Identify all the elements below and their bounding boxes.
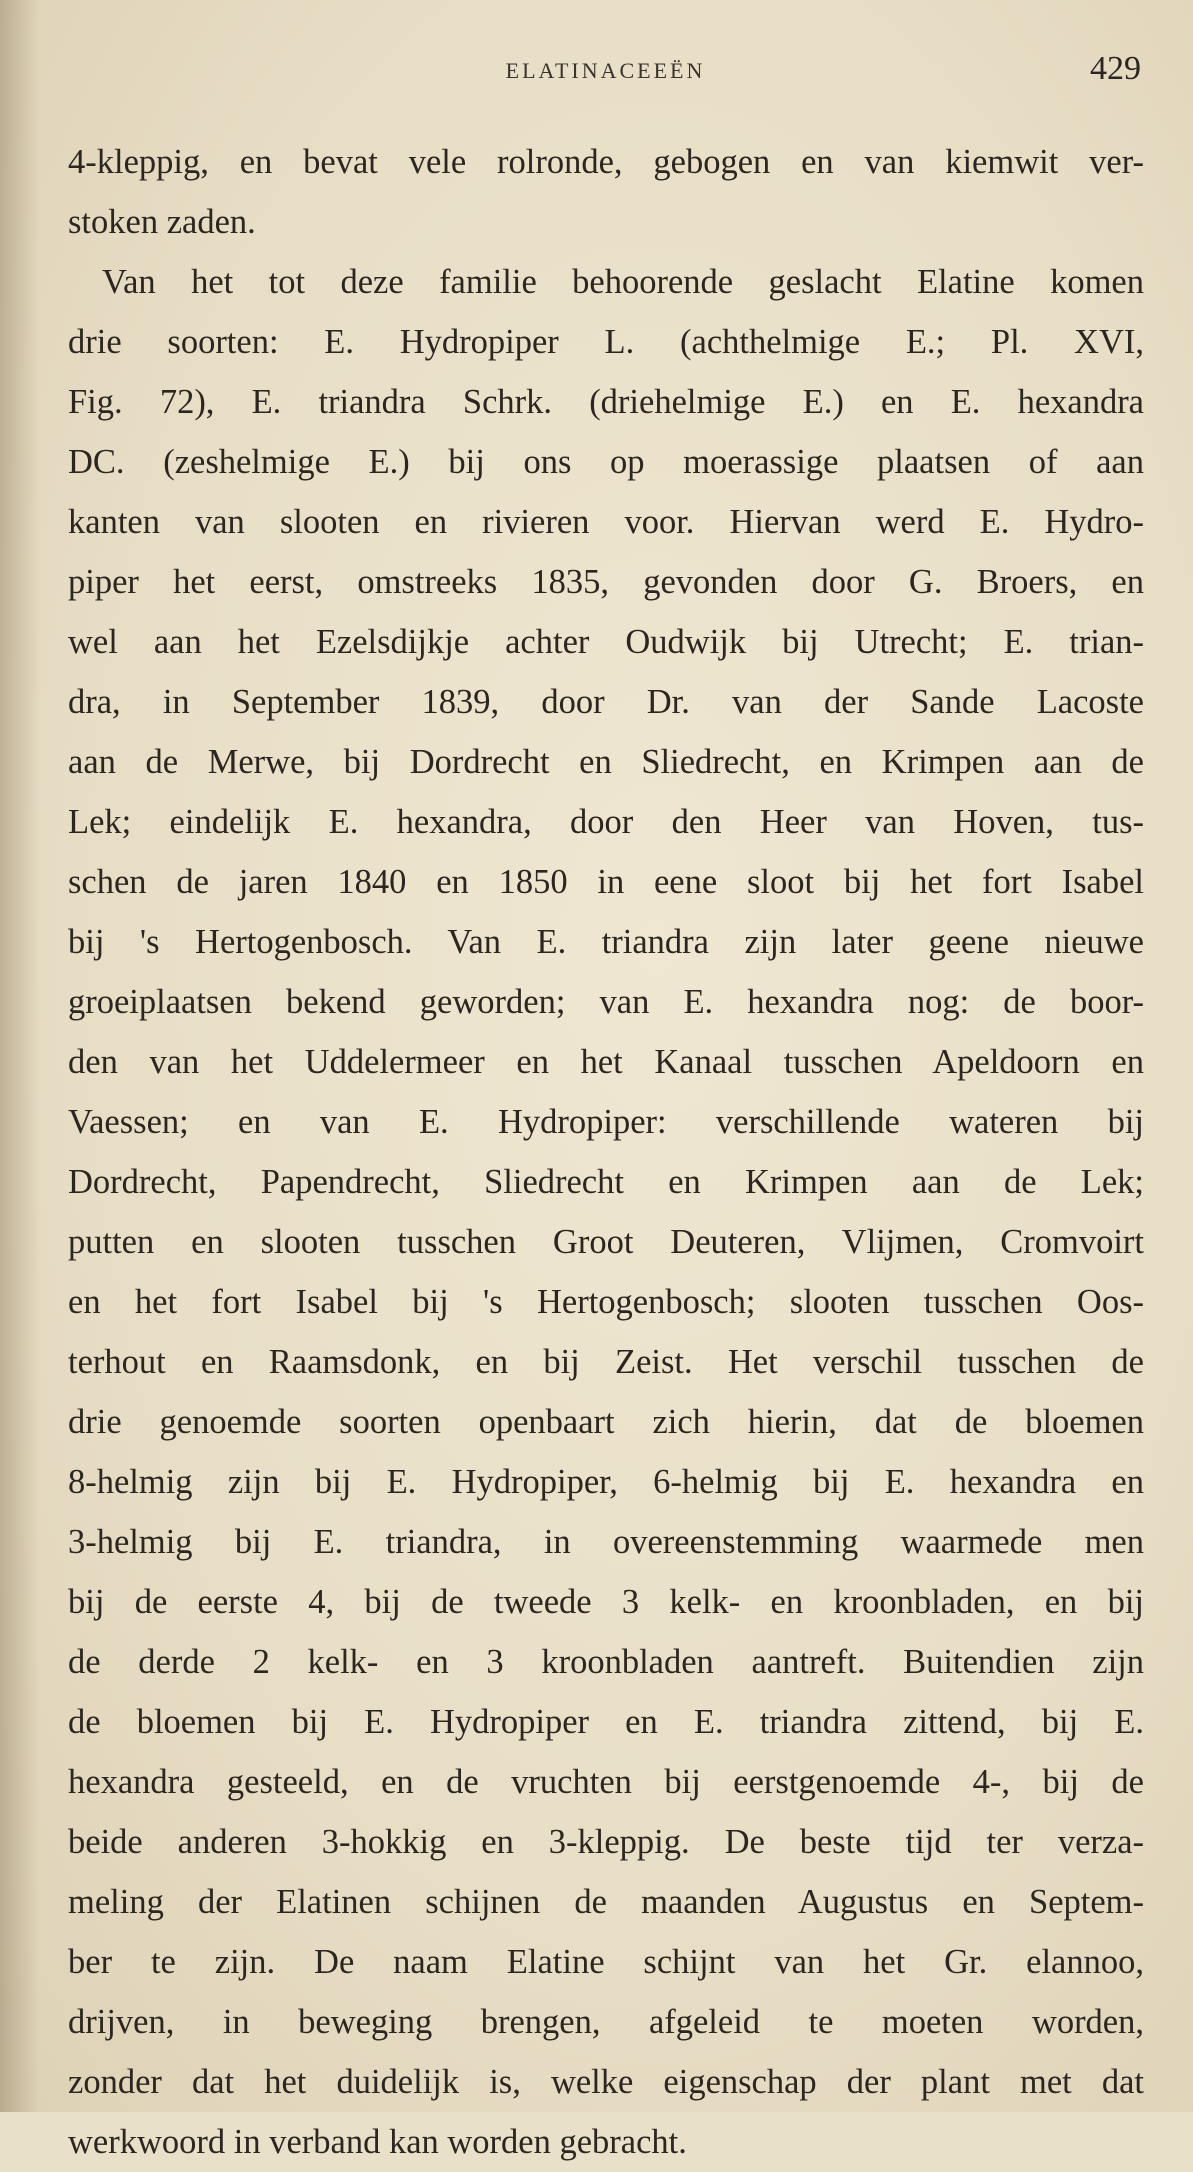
- text-line: de derde 2 kelk- en 3 kroonbladen aantreft. Buitendien zijn: [68, 1643, 1144, 1681]
- page-header: [70, 50, 1141, 98]
- text-line: DC. (zeshelmige E.) bij ons op moerassige plaatsen of aan: [68, 443, 1144, 481]
- text-line: drijven, in beweging brengen, afgeleid te moeten worden,: [68, 2003, 1144, 2041]
- text-line: drie soorten: E. Hydropiper L. (achthelmige E.; Pl. XVI,: [68, 323, 1144, 361]
- text-line: bij 's Hertogenbosch. Van E. triandra zijn later geene nieuwe: [68, 923, 1144, 961]
- running-head: ELATINACEEËN: [505, 58, 706, 83]
- text-line: terhout en Raamsdonk, en bij Zeist. Het verschil tusschen de: [68, 1343, 1144, 1381]
- text-line: 8-helmig zijn bij E. Hydropiper, 6-helmig bij E. hexandra en: [68, 1463, 1144, 1501]
- text-line: werkwoord in verband kan worden gebracht.: [68, 2123, 687, 2161]
- text-line: Van het tot deze familie behoorende geslacht Elatine komen: [102, 263, 1144, 301]
- text-line: bij de eerste 4, bij de tweede 3 kelk- en kroonbladen, en bij: [68, 1583, 1144, 1621]
- text-line: zonder dat het duidelijk is, welke eigenschap der plant met dat: [68, 2063, 1144, 2101]
- text-line: schen de jaren 1840 en 1850 in eene sloot bij het fort Isabel: [68, 863, 1144, 901]
- text-line: drie genoemde soorten openbaart zich hierin, dat de bloemen: [68, 1403, 1144, 1441]
- text-line: 3-helmig bij E. triandra, in overeenstemming waarmede men: [68, 1523, 1144, 1561]
- text-line: putten en slooten tusschen Groot Deuteren, Vlijmen, Cromvoirt: [68, 1223, 1144, 1261]
- text-line: Vaessen; en van E. Hydropiper: verschillende wateren bij: [68, 1103, 1144, 1141]
- text-line: aan de Merwe, bij Dordrecht en Sliedrecht, en Krimpen aan de: [68, 743, 1144, 781]
- text-line: piper het eerst, omstreeks 1835, gevonden door G. Broers, en: [68, 563, 1144, 601]
- page-number: 429: [1090, 50, 1141, 87]
- text-line: stoken zaden.: [68, 203, 256, 241]
- text-line: kanten van slooten en rivieren voor. Hiervan werd E. Hydro-: [68, 503, 1144, 541]
- text-line: 4-kleppig, en bevat vele rolronde, gebogen en van kiemwit ver-: [68, 143, 1144, 181]
- text-line: meling der Elatinen schijnen de maanden Augustus en Septem-: [68, 1883, 1144, 1921]
- text-line: en het fort Isabel bij 's Hertogenbosch; slooten tusschen Oos-: [68, 1283, 1144, 1321]
- text-line: ber te zijn. De naam Elatine schijnt van het Gr. elannoo,: [68, 1943, 1144, 1981]
- text-line: Fig. 72), E. triandra Schrk. (driehelmige E.) en E. hexandra: [68, 383, 1144, 421]
- text-line: de bloemen bij E. Hydropiper en E. triandra zittend, bij E.: [68, 1703, 1144, 1741]
- text-line: dra, in September 1839, door Dr. van der Sande Lacoste: [68, 683, 1144, 721]
- text-line: den van het Uddelermeer en het Kanaal tusschen Apeldoorn en: [68, 1043, 1144, 1081]
- text-line: hexandra gesteeld, en de vruchten bij eerstgenoemde 4-, bij de: [68, 1763, 1144, 1801]
- text-line: wel aan het Ezelsdijkje achter Oudwijk bij Utrecht; E. trian-: [68, 623, 1144, 661]
- binding-shadow: [0, 0, 40, 2112]
- text-line: Lek; eindelijk E. hexandra, door den Heer van Hoven, tus-: [68, 803, 1144, 841]
- text-line: Dordrecht, Papendrecht, Sliedrecht en Krimpen aan de Lek;: [68, 1163, 1144, 1201]
- text-line: beide anderen 3-hokkig en 3-kleppig. De beste tijd ter verza-: [68, 1823, 1144, 1861]
- text-line: groeiplaatsen bekend geworden; van E. hexandra nog: de boor-: [68, 983, 1144, 1021]
- body-text: [68, 132, 1144, 2172]
